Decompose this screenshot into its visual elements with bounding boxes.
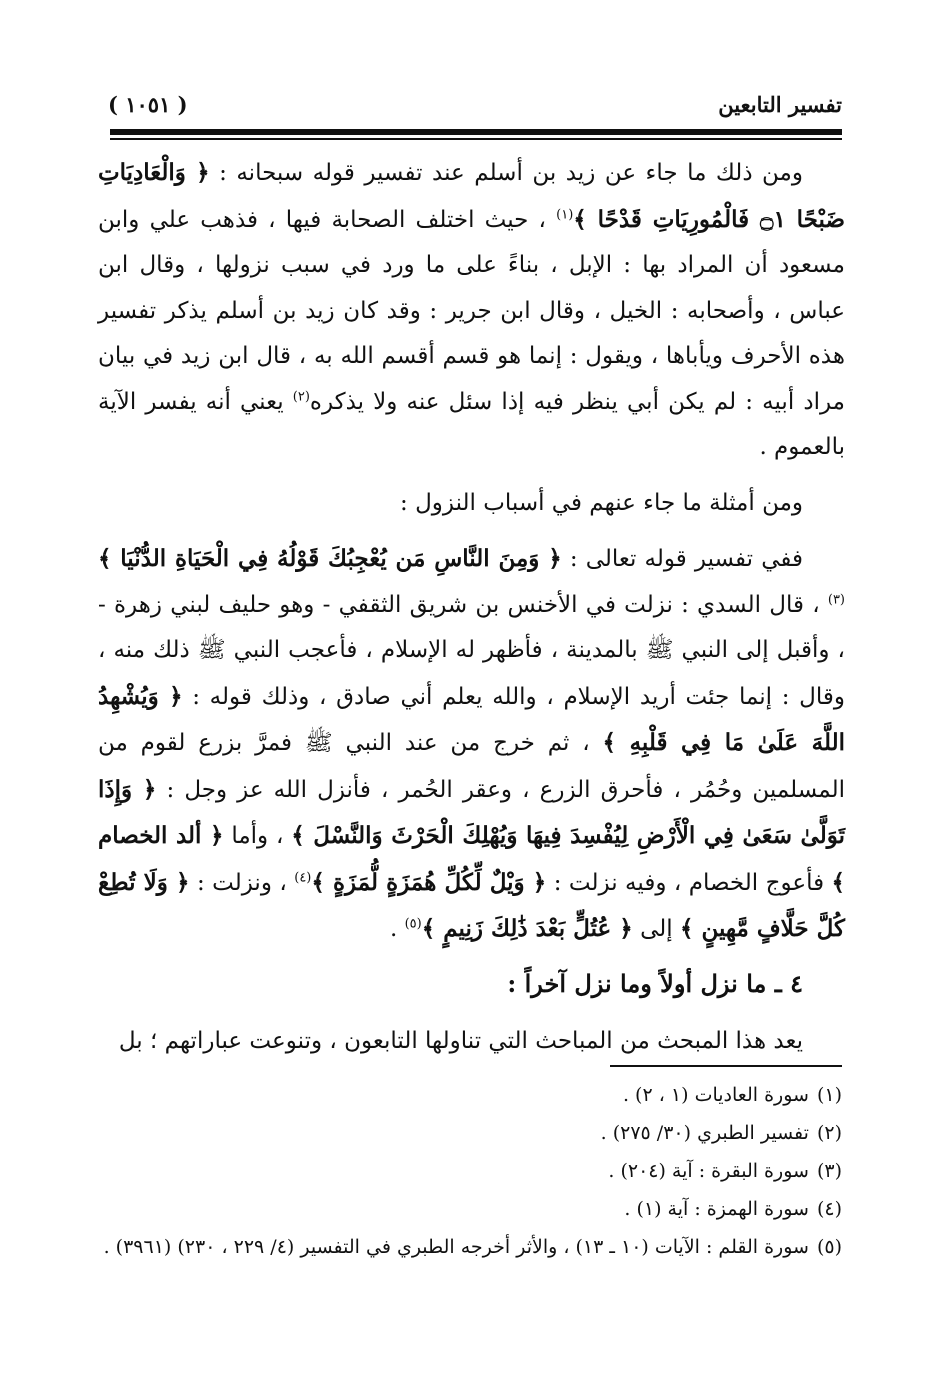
text-run: إلى bbox=[632, 916, 680, 942]
text-run: ، وأما bbox=[223, 823, 292, 849]
text-run: ، ثم خرج من عند النبي ﷺ فمرَّ بزرع لقوم من المسلمين وحُمُر ، فأحرق الزرع ، وعقر الحُمر ، فأنزل الله عز وجل : bbox=[98, 730, 845, 803]
footnote-number: (٢) bbox=[816, 1122, 842, 1144]
footnote-item bbox=[82, 1228, 842, 1266]
quran-verse: ﴿ ألد الخصام ﴾ bbox=[98, 822, 845, 896]
paragraph-gap bbox=[98, 526, 845, 536]
paragraph-asbab-intro: ومن أمثلة ما جاء عنهم في أسباب النزول : bbox=[400, 489, 803, 516]
footnote-ref-3: (٣) bbox=[827, 591, 845, 607]
page-number: ( ١٠٥١ ) bbox=[108, 92, 188, 117]
paragraph-gap bbox=[98, 471, 845, 481]
footnote-ref-4: (٤) bbox=[294, 869, 312, 885]
section-heading: ٤ ـ ما نزل أولاً وما نزل آخراً : bbox=[507, 968, 803, 998]
footnote-ref-1: (١) bbox=[556, 206, 574, 222]
quran-verse: ﴿ عُتُلٍّ بَعْدَ ذَٰلِكَ زَنِيمٍ ﴾ bbox=[421, 915, 633, 942]
text-run: ، حيث اختلف الصحابة فيها ، فذهب علي وابن مسعود أن المراد بها : الإبل ، بناءً على ما ورد في سبب نزولها ، وقال ابن عباس ، وأصحابه : الخيل ، وقال ابن جرير : وقد كان زيد بن أسلم يذكر تفسير هذه الأحرف ويأباها ، ويقول : إنما هو قسم أقسم الله به ، قال ابن زيد في بيان مراد أبيه : لم يكن أبي ينظر فيه إذا سئل عنه ولا يذكره bbox=[98, 206, 845, 415]
footnote-item bbox=[82, 1076, 842, 1114]
quran-verse: ﴿ وَإِذَا تَوَلَّىٰ سَعَىٰ فِي الْأَرْضِ لِيُفْسِدَ فِيهَا وَيُهْلِكَ الْحَرْثَ وَالنَّسْلَ ﴾ bbox=[98, 775, 845, 849]
footnote-text: سورة القلم : الآيات (١٠ ـ ١٣) ، والأثر أخرجه الطبري في التفسير (٤/ ٢٢٩ ، ٢٣٠) (٣٩٦١) . bbox=[103, 1236, 809, 1258]
text-run: ففي تفسير قوله تعالى : bbox=[561, 546, 803, 572]
footnote-ref-2: (٢) bbox=[292, 388, 310, 404]
text-run: . bbox=[389, 916, 405, 942]
footnote-number: (٥) bbox=[816, 1236, 842, 1258]
footnote-number: (٤) bbox=[816, 1198, 842, 1220]
text-run: يعني أنه يفسر الآية بالعموم . bbox=[98, 388, 845, 460]
footnote-text: سورة العاديات (١ ، ٢) . bbox=[622, 1084, 809, 1106]
footnote-separator bbox=[610, 1065, 842, 1067]
header-rule-thick bbox=[110, 129, 842, 135]
footnote-text: تفسير الطبري (٣٠/ ٢٧٥) . bbox=[600, 1122, 809, 1144]
page-header bbox=[108, 86, 842, 126]
quran-verse: ﴿ وَمِنَ النَّاسِ مَن يُعْجِبُكَ قَوْلُهُ فِي الْحَيَاةِ الدُّنْيَا ﴾ bbox=[98, 545, 562, 572]
paragraph-zaid-ibn-aslam bbox=[98, 150, 845, 471]
footnote-item bbox=[82, 1190, 842, 1228]
footnote-number: (١) bbox=[816, 1084, 842, 1106]
text-run: ، قال السدي : نزلت في الأخنس بن شريق الثقفي - وهو حليف لبني زهرة - ، وأقبل إلى النبي ﷺ بالمدينة ، فأظهر له الإسلام ، فأعجب النبي ﷺ ذلك منه ، وقال : إنما جئت أريد الإسلام ، والله يعلم أني صادق ، وذلك قوله : bbox=[98, 591, 845, 710]
text-run: ، ونزلت : bbox=[189, 869, 295, 896]
footnote-text: سورة الهمزة : آية (١) . bbox=[624, 1198, 809, 1220]
footnote-number: (٣) bbox=[816, 1160, 842, 1182]
footnotes bbox=[82, 1076, 842, 1266]
quran-verse: ﴿ وَلَا تُطِعْ كُلَّ حَلَّافٍ مَّهِينٍ ﴾ bbox=[98, 868, 845, 942]
running-title: تفسير التابعين bbox=[718, 92, 842, 117]
footnote-ref-5: (٥) bbox=[404, 916, 422, 932]
paragraph-first-last-revealed: يعد هذا المبحث من المباحث التي تناولها التابعون ، وتنوعت عباراتهم ؛ بل bbox=[118, 1027, 803, 1054]
main-text bbox=[98, 150, 845, 1064]
text-run: ومن ذلك ما جاء عن زيد بن أسلم عند تفسير قوله سبحانه : bbox=[209, 160, 803, 186]
quran-verse: ﴿ وَيْلٌ لِّكُلِّ هُمَزَةٍ لُّمَزَةٍ ﴾ bbox=[311, 868, 547, 896]
quran-verse: ﴿ وَيُشْهِدُ اللَّهَ عَلَىٰ مَا فِي قَلْبِهِ ﴾ bbox=[98, 682, 845, 756]
text-run: فأعوج الخصام ، وفيه نزلت : bbox=[546, 869, 832, 896]
footnote-item bbox=[82, 1152, 842, 1190]
footnote-item bbox=[82, 1114, 842, 1152]
header-rule-thin bbox=[110, 138, 842, 140]
paragraph-akhnas bbox=[98, 536, 845, 953]
quran-verse: ﴿ وَالْعَادِيَاتِ ضَبْحًا ۝١ فَالْمُورِيَاتِ قَدْحًا ﴾ bbox=[98, 159, 845, 233]
footnote-text: سورة البقرة : آية (٢٠٤) . bbox=[608, 1160, 809, 1182]
